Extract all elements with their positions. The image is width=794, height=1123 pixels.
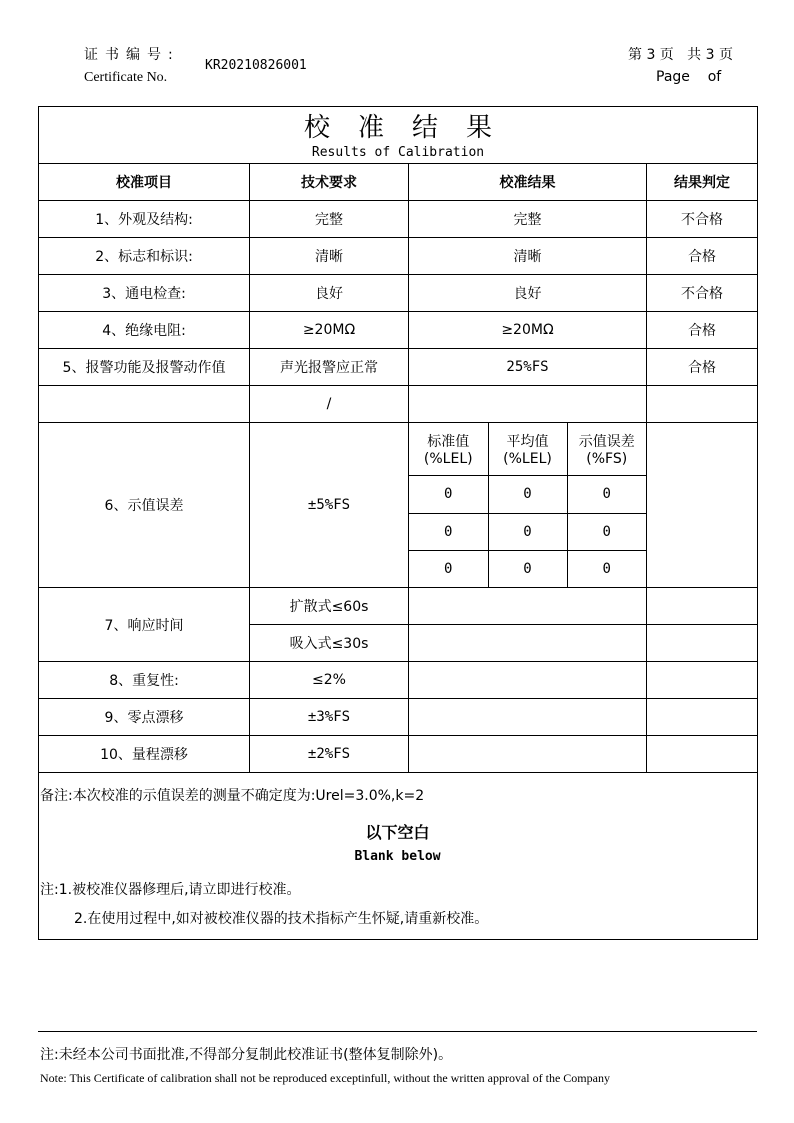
certificate-number-label-cn: 证书编号: — [84, 47, 180, 63]
table-row — [39, 662, 758, 699]
blank-below-cn: 以下空白 — [365, 823, 430, 842]
indication-error-row — [39, 423, 758, 588]
table-row — [39, 386, 758, 423]
table-row — [39, 349, 758, 386]
footer-note-cn: 注:未经本公司书面批准,不得部分复制此校准证书(整体复制除外)。 — [40, 1047, 453, 1063]
page-indicator-cn: 第 3 页 共 3 页 — [628, 47, 733, 63]
footer-note-en: Note: This Certificate of calibration shall not be reproduced exceptinfull, without the written approval of the Company — [40, 1071, 610, 1085]
row-verdict: 不合格 — [647, 201, 758, 238]
row-verdict — [647, 699, 758, 736]
row-item: 10、量程漂移 — [39, 736, 250, 773]
sub-header-error: 示值误差 (%FS) — [567, 423, 646, 476]
results-title-cn: 校准结果 — [304, 113, 521, 143]
table-row — [39, 736, 758, 773]
row-verdict: 合格 — [647, 238, 758, 275]
sub-header-average: 平均值 (%LEL) — [488, 423, 567, 476]
response-time-req-diffusion: 扩散式≤60s — [250, 588, 409, 625]
row-result — [409, 662, 647, 699]
row-verdict — [647, 662, 758, 699]
row-result: 清晰 — [409, 238, 647, 275]
table-row — [39, 201, 758, 238]
results-title-en: Results of Calibration — [311, 145, 485, 160]
column-header-item: 校准项目 — [39, 164, 250, 201]
row-result: 25%FS — [409, 349, 647, 386]
row-requirement: 声光报警应正常 — [250, 349, 409, 386]
calibration-results-table — [38, 106, 758, 940]
indication-error-requirement: ±5%FS — [250, 423, 409, 588]
row-verdict: 合格 — [647, 312, 758, 349]
row-item: 8、重复性: — [39, 662, 250, 699]
row-result — [409, 386, 647, 423]
sub-cell: 0 — [409, 550, 488, 587]
certificate-number: KR20210826001 — [205, 58, 307, 73]
row-item: 5、报警功能及报警动作值 — [39, 349, 250, 386]
row-requirement: 完整 — [250, 201, 409, 238]
row-item: 1、外观及结构: — [39, 201, 250, 238]
table-row — [39, 312, 758, 349]
sub-cell: 0 — [409, 476, 488, 513]
row-result — [409, 736, 647, 773]
response-time-verdict-diffusion — [647, 588, 758, 625]
blank-below-en: Blank below — [354, 849, 441, 864]
row-requirement: 良好 — [250, 275, 409, 312]
sub-cell: 0 — [567, 550, 646, 587]
sub-cell: 0 — [409, 513, 488, 550]
row-requirement: ≥20MΩ — [250, 312, 409, 349]
response-time-verdict-suction — [647, 625, 758, 662]
response-time-req-suction: 吸入式≤30s — [250, 625, 409, 662]
row-result: ≥20MΩ — [409, 312, 647, 349]
indication-error-results — [409, 423, 647, 588]
page-indicator-en: Page of — [656, 69, 722, 85]
results-title — [39, 107, 758, 164]
sub-cell: 0 — [567, 513, 646, 550]
row-result: 完整 — [409, 201, 647, 238]
row-item: 4、绝缘电阻: — [39, 312, 250, 349]
table-row — [39, 699, 758, 736]
row-requirement: ≤2% — [250, 662, 409, 699]
sub-cell: 0 — [488, 476, 567, 513]
uncertainty-remark: 备注:本次校准的示值误差的测量不确定度为:Urel=3.0%,k=2 — [40, 788, 425, 804]
response-time-result-diffusion — [409, 588, 647, 625]
sub-cell: 0 — [488, 550, 567, 587]
table-row — [39, 275, 758, 312]
sub-cell: 0 — [488, 513, 567, 550]
indication-error-item: 6、示值误差 — [39, 423, 250, 588]
sub-header-standard: 标准值 (%LEL) — [409, 423, 488, 476]
row-result — [409, 699, 647, 736]
row-verdict: 不合格 — [647, 275, 758, 312]
column-header-verdict: 结果判定 — [647, 164, 758, 201]
certificate-number-label-en: Certificate No. — [84, 70, 168, 85]
row-item: 3、通电检查: — [39, 275, 250, 312]
row-requirement: ±2%FS — [250, 736, 409, 773]
response-time-item: 7、响应时间 — [39, 588, 250, 662]
sub-cell: 0 — [567, 476, 646, 513]
column-header-result: 校准结果 — [409, 164, 647, 201]
note-1: 注:1.被校准仪器修理后,请立即进行校准。 — [40, 882, 301, 898]
indication-error-subtable — [409, 423, 646, 587]
row-verdict: 合格 — [647, 349, 758, 386]
row-requirement: / — [250, 386, 409, 423]
response-time-row — [39, 588, 758, 625]
row-requirement: 清晰 — [250, 238, 409, 275]
notes-section — [39, 773, 758, 940]
note-2: 2.在使用过程中,如对被校准仪器的技术指标产生怀疑,请重新校准。 — [74, 911, 489, 927]
column-header-requirement: 技术要求 — [250, 164, 409, 201]
row-requirement: ±3%FS — [250, 699, 409, 736]
footer-divider — [38, 1031, 757, 1032]
row-result: 良好 — [409, 275, 647, 312]
row-item — [39, 386, 250, 423]
row-verdict — [647, 736, 758, 773]
table-row — [39, 238, 758, 275]
response-time-result-suction — [409, 625, 647, 662]
row-verdict — [647, 386, 758, 423]
row-item: 9、零点漂移 — [39, 699, 250, 736]
row-item: 2、标志和标识: — [39, 238, 250, 275]
indication-error-verdict — [647, 423, 758, 588]
